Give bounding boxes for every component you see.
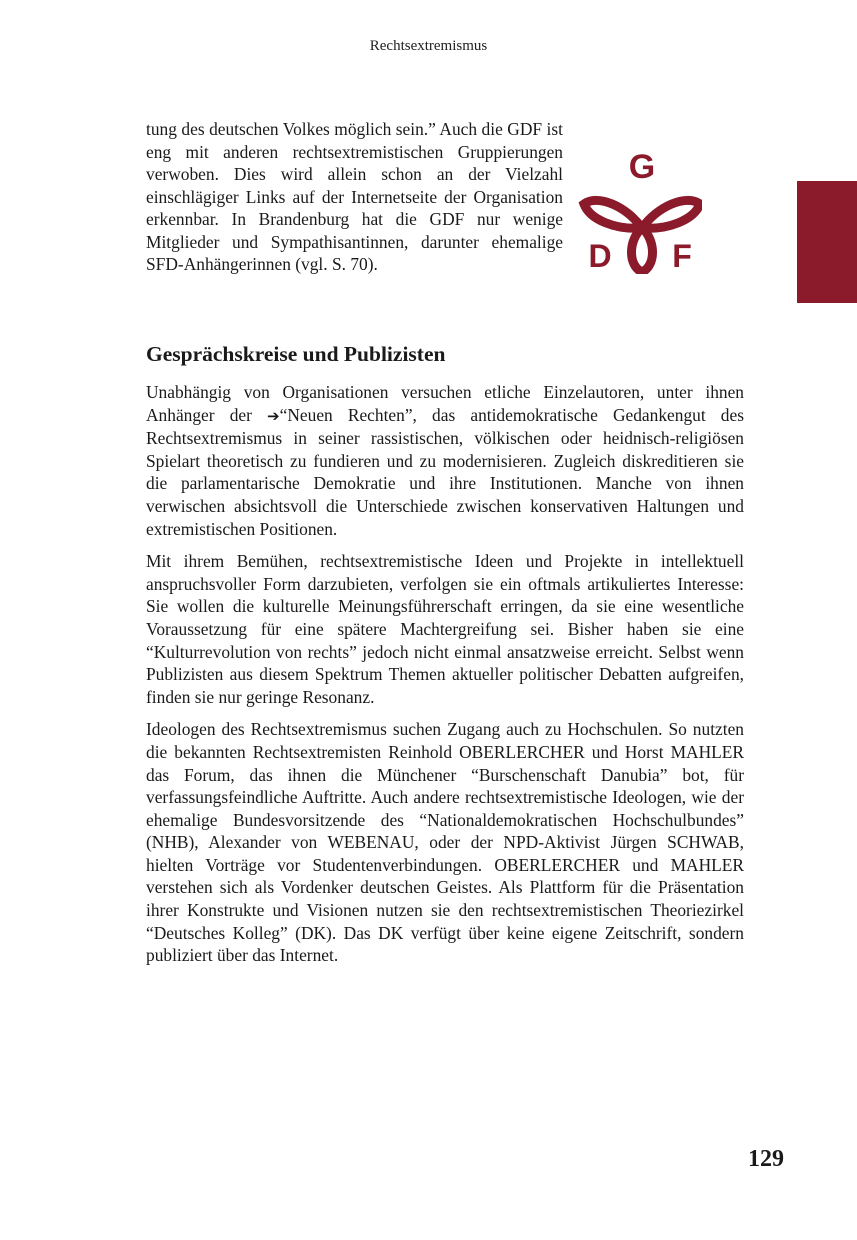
chapter-tab-marker bbox=[797, 181, 857, 303]
logo-letter-f: F bbox=[672, 238, 692, 274]
logo-lower-loop bbox=[632, 228, 653, 272]
intro-paragraph-block bbox=[146, 118, 563, 276]
body-paragraph-2: Mit ihrem Bemühen, rechtsextremistische Ideen und Projekte in intellektuell anspruchsvoller Form darzubieten, verfolgen sie ein oftmals artikuliertes Interesse: Sie wollen die kulturelle Meinungsführerschaft erringen, da sie eine wesentliche Voraussetzung für eine spätere Machtergreifung sei. Bisher haben sie eine “Kulturrevolution von rechts” jedoch nicht einmal ansatzweise erreicht. Selbst wenn Publizisten aus diesem Spektrum Themen aktueller politischer Debatten aufgreifen, finden sie nur geringe Resonanz. bbox=[146, 551, 744, 707]
gdf-logo bbox=[578, 144, 702, 274]
section-body bbox=[146, 381, 744, 977]
page-number: 129 bbox=[748, 1146, 784, 1172]
logo-right-leaf bbox=[642, 200, 700, 228]
logo-left-leaf bbox=[584, 200, 642, 228]
body-paragraph-3: Ideologen des Rechtsextremismus suchen Zugang auch zu Hochschulen. So nutzten die bekannten Rechtsextremisten Reinhold OBERLERCHER und Horst MAHLER das Forum, das ihnen die Münchener “Burschenschaft Danubia” bot, für verfassungsfeindliche Auftritte. Auch andere rechtsextremistische Ideologen, wie der ehemalige Bundesvorsitzende des “Nationaldemokratischen Hochschulbundes” (NHB), Alexander von WEBENAU, oder der NPD-Aktivist Jürgen SCHWAB, hielten Vorträge vor Studentenverbindungen. OBERLERCHER und MAHLER verstehen sich als Vordenker deutschen Geistes. Als Plattform für die Präsentation ihrer Konstrukte und Visionen nutzen sie den rechtsextremistischen Theoriezirkel “Deutsches Kolleg” (DK). Das DK verfügt über keine eigene Zeitschrift, sondern publiziert über das Internet. bbox=[146, 719, 744, 966]
logo-letter-g: G bbox=[628, 148, 656, 186]
p1-lead-text: Unabhängig von Organisationen versuchen etliche Einzelautoren, unter ihnen Anhänger der bbox=[146, 382, 744, 425]
body-paragraph-1 bbox=[146, 381, 744, 540]
p1-rest-text: “Neuen Rechten”, das antidemokratische Gedankengut des Rechtsextremismus in seiner rassistischen, völkischen oder heidnisch-religiösen Spielart theoretisch zu fundieren und zu modernisieren. Zugleich diskreditieren sie die parlamentarische Demokratie und ihre Institutionen. Manche von ihnen verwischen absichtsvoll die Unterschiede zwischen konservativen Haltungen und extremistischen Positionen. bbox=[146, 404, 744, 539]
gdf-logo-graphic bbox=[578, 144, 702, 274]
running-header: Rechtsextremismus bbox=[369, 38, 488, 54]
logo-letter-d: D bbox=[588, 238, 612, 274]
section-heading: Gesprächskreise und Publizisten bbox=[146, 342, 446, 366]
intro-paragraph: tung des deutschen Volkes möglich sein.” Auch die GDF ist eng mit anderen rechtsextremistischen Gruppierungen verwoben. Dies wird allein schon an der Vielzahl einschlägiger Links auf der Internetseite der Organisation erkennbar. In Brandenburg hat die GDF nur wenige Mitglieder und Sympathisantinnen, darunter ehemalige SFD-Anhängerinnen (vgl. S. 70). bbox=[146, 119, 563, 274]
arrow-right-icon: ➔ bbox=[267, 406, 280, 425]
